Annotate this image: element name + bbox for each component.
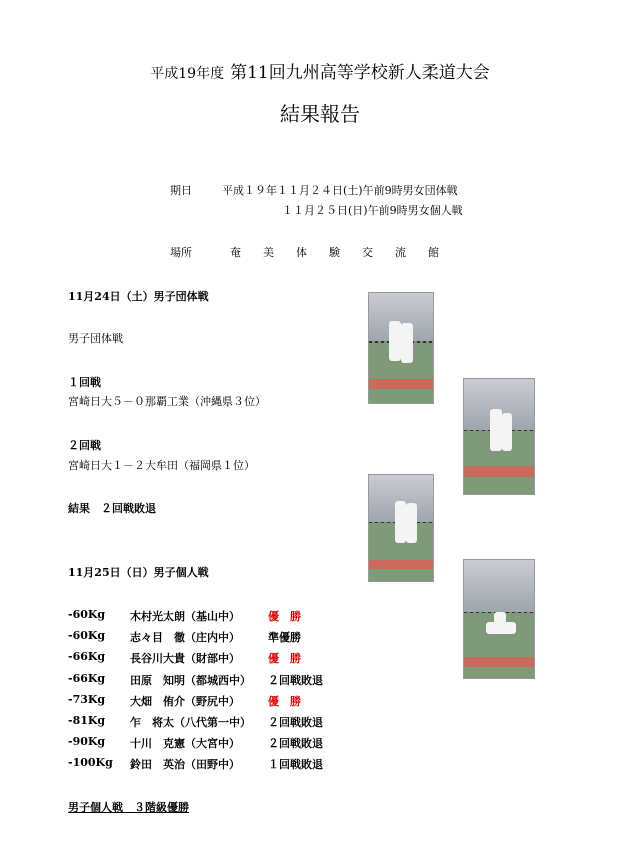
weight-class: -100Kg — [68, 756, 113, 769]
weight-class: -66Kg — [68, 650, 106, 663]
individual-heading: 11月25日（日）男子個人戦 — [68, 566, 209, 579]
team-category: 男子団体戦 — [68, 332, 123, 345]
weight-class: -73Kg — [68, 693, 106, 706]
athlete-name: 乍 将太（八代第一中） — [130, 716, 251, 729]
date-line-2: １１月２５日(日)午前9時男女個人戦 — [282, 204, 463, 217]
athlete-name: 木村光太朗（基山中） — [130, 610, 240, 623]
place-char: 奄 — [230, 246, 241, 259]
team-final-result: 結果 ２回戦敗退 — [68, 502, 156, 515]
individual-summary: 男子個人戦 ３階級優勝 — [68, 801, 189, 814]
match-result: ２回戦敗退 — [268, 716, 323, 729]
athlete-name: 十川 克憲（大宮中） — [130, 737, 240, 750]
match-result: 優 勝 — [268, 610, 301, 623]
judo-photo-2 — [463, 378, 535, 495]
place-char: 交 — [362, 246, 373, 259]
weight-class: -81Kg — [68, 714, 106, 727]
place-label: 場所 — [170, 246, 192, 259]
judo-photo-3 — [368, 474, 434, 582]
round2-label: ２回戦 — [68, 439, 101, 452]
match-result: ２回戦敗退 — [268, 737, 323, 750]
team-heading: 11月24日（土）男子団体戦 — [68, 290, 209, 303]
round1-result: 宮崎日大５－０那覇工業（沖縄県３位） — [68, 395, 266, 408]
match-result: １回戦敗退 — [268, 758, 323, 771]
match-result: ２回戦敗退 — [268, 674, 323, 687]
date-label: 期日 — [170, 184, 192, 197]
place-char: 流 — [395, 246, 406, 259]
place-char: 体 — [296, 246, 307, 259]
weight-class: -60Kg — [68, 608, 106, 621]
page-title — [0, 58, 640, 83]
athlete-name: 鈴田 英治（田野中） — [130, 758, 240, 771]
tournament-title: 第11回九州高等学校新人柔道大会 — [230, 63, 490, 83]
place-char: 験 — [329, 246, 340, 259]
date-line-1: 平成１９年１１月２４日(土)午前9時男女団体戦 — [222, 184, 458, 197]
athlete-name: 田原 知明（都城西中） — [130, 674, 251, 687]
place-char: 美 — [263, 246, 274, 259]
place-name — [230, 244, 439, 260]
weight-class: -60Kg — [68, 629, 106, 642]
match-result: 優 勝 — [268, 652, 301, 665]
weight-class: -66Kg — [68, 672, 106, 685]
athlete-name: 長谷川大貴（財部中） — [130, 652, 240, 665]
round1-label: １回戦 — [68, 376, 101, 389]
page-subtitle: 結果報告 — [280, 102, 360, 126]
match-result: 準優勝 — [268, 631, 301, 644]
place-char: 館 — [428, 246, 439, 259]
athlete-name: 大畑 侑介（野尻中） — [130, 695, 240, 708]
athlete-name: 志々目 徹（庄内中） — [130, 631, 240, 644]
round2-result: 宮崎日大１－２大牟田（福岡県１位） — [68, 459, 255, 472]
judo-photo-1 — [368, 292, 434, 404]
year-prefix: 平成19年度 — [150, 66, 225, 82]
judo-photo-4 — [463, 559, 535, 679]
weight-class: -90Kg — [68, 735, 106, 748]
match-result: 優 勝 — [268, 695, 301, 708]
